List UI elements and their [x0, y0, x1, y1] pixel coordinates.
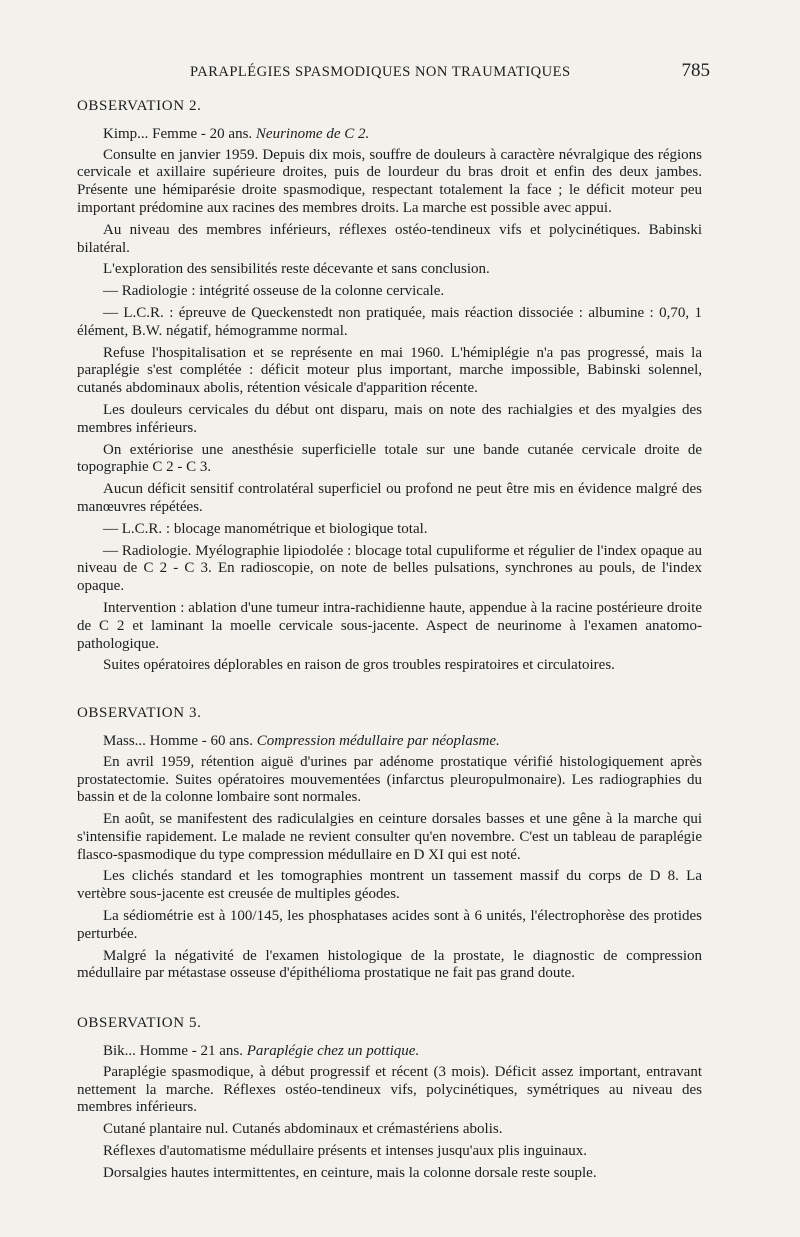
paragraph: En août, se manifestent des radiculalgies en ceinture dorsales basses et une gêne à la marche qui s'intensifie rapidement. Le malade ne revient consulter qu'en novembre. C'est un tableau de paraplégie flasco-spasmodique du type compression médullaire en D XI qui est noté.: [77, 811, 702, 863]
paragraph: — L.C.R. : blocage manométrique et biologique total.: [103, 520, 428, 537]
observation-3-section: [77, 705, 702, 983]
paragraph: Consulte en janvier 1959. Depuis dix mois, souffre de douleurs à caractère névralgique des régions cervicale et axillaire supérieure droites, puis de lourdeur du bras droit et enfin des deux jambes. Présente une hémiparésie droite spasmodique, respectant totalement la face ; le déficit moteur peu important prédomine aux racines des membres droits. La marche est possible avec appui.: [77, 146, 702, 216]
observation-title: OBSERVATION 3.: [77, 705, 202, 722]
paragraph: En avril 1959, rétention aiguë d'urines par adénome prostatique vérifié histologiquement après prostatectomie. Suites opératoires mouvementées (infarctus pleuropulmonaire). Les radiographies du bassin et de la colonne lombaire sont normales.: [77, 753, 702, 806]
observation-5-section: [77, 1015, 702, 1182]
paragraph: L'exploration des sensibilités reste décevante et sans conclusion.: [103, 261, 490, 278]
observation-title: OBSERVATION 5.: [77, 1015, 202, 1032]
paragraph: Dorsalgies hautes intermittentes, en ceinture, mais la colonne dorsale reste souple.: [103, 1164, 597, 1181]
running-header: [190, 60, 710, 84]
paragraph: Malgré la négativité de l'examen histologique de la prostate, le diagnostic de compression médullaire par métastase osseuse d'épithélioma prostatique ne fait pas grand doute.: [77, 947, 702, 982]
paragraph: Aucun déficit sensitif controlatéral superficiel ou profond ne peut être mis en évidence malgré des manœuvres répétées.: [77, 481, 702, 515]
paragraph: Suites opératoires déplorables en raison de gros troubles respiratoires et circulatoires.: [103, 657, 615, 674]
case-heading: [77, 1043, 702, 1061]
page-number: 785: [681, 60, 710, 81]
paragraph: Intervention : ablation d'une tumeur intra-rachidienne haute, appendue à la racine postérieure droite de C 2 et laminant la moelle cervicale sous-jacente. Aspect de neurinome à l'examen anatomo-pathologique.: [77, 599, 702, 652]
paragraph: — Radiologie. Myélographie lipiodolée : blocage total cupuliforme et régulier de l'index opaque au niveau de C 2 - C 3. En radioscopie, on note de belles pulsations, synchrones au pouls, de l'index opaque.: [77, 542, 702, 595]
paragraph: Cutané plantaire nul. Cutanés abdominaux et crémastériens abolis.: [103, 1121, 503, 1138]
paragraph: Refuse l'hospitalisation et se représente en mai 1960. L'hémiplégie n'a pas progressé, mais la paraplégie s'est complétée : déficit moteur plus important, marche impossible, Babinski solennel, cutanés abdominaux abolis, rétention vésicale d'apparition récente.: [77, 344, 702, 397]
article-body: [77, 98, 702, 1187]
paragraph: — L.C.R. : épreuve de Queckenstedt non pratiquée, mais réaction dissociée : albumine : 0,70, 1 élément, B.W. négatif, hémogramme normal.: [77, 304, 702, 339]
observation-2-section: [77, 98, 702, 675]
paragraph: On extériorise une anesthésie superficielle totale sur une bande cutanée cervicale droite de topographie C 2 - C 3.: [77, 441, 702, 476]
case-name: Kimp... Femme - 20 ans.: [103, 125, 253, 142]
case-heading: [77, 733, 702, 751]
case-heading: [77, 126, 702, 144]
paragraph: Au niveau des membres inférieurs, réflexes ostéo-tendineux vifs et polycinétiques. Babinski bilatéral.: [77, 221, 702, 256]
observation-title: OBSERVATION 2.: [77, 98, 202, 114]
paragraph: — Radiologie : intégrité osseuse de la colonne cervicale.: [103, 283, 445, 300]
paragraph: Les clichés standard et les tomographies montrent un tassement massif du corps de D 8. La vertèbre sous-jacente est creusée de multiples géodes.: [77, 868, 702, 903]
running-title: PARAPLÉGIES SPASMODIQUES NON TRAUMATIQUES: [190, 64, 571, 80]
case-name: Mass... Homme - 60 ans.: [103, 732, 253, 749]
case-diagnosis: Compression médullaire par néoplasme.: [256, 732, 500, 749]
paragraph: Paraplégie spasmodique, à début progressif et récent (3 mois). Déficit assez important, entravant nettement la marche. Réflexes ostéo-tendineux vifs, polycinétiques, symétriques au niveau des membres inférieurs.: [77, 1063, 702, 1116]
case-name: Bik... Homme - 21 ans.: [103, 1043, 243, 1060]
case-diagnosis: Paraplégie chez un pottique.: [246, 1043, 420, 1060]
case-diagnosis: Neurinome de C 2.: [255, 125, 370, 142]
paragraph: Réflexes d'automatisme médullaire présents et intenses jusqu'aux plis inguinaux.: [103, 1143, 588, 1160]
paragraph: Les douleurs cervicales du début ont disparu, mais on note des rachialgies et des myalgies des membres inférieurs.: [77, 401, 702, 436]
paragraph: La sédiométrie est à 100/145, les phosphatases acides sont à 6 unités, l'électrophorèse des protides perturbée.: [77, 908, 702, 942]
